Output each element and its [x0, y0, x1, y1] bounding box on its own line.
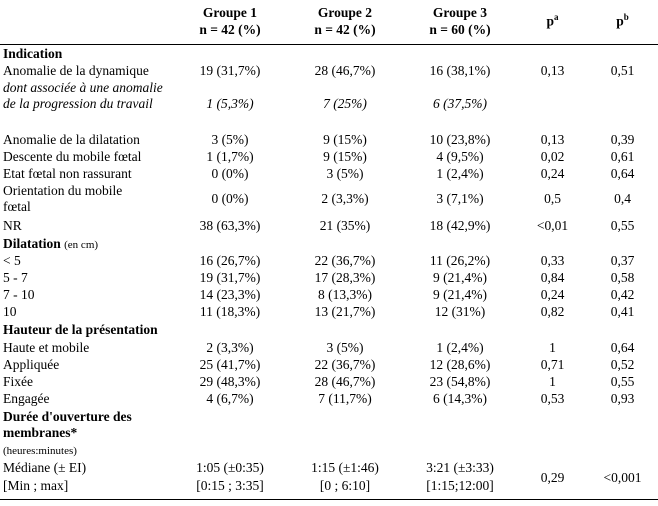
cell-pa: 0,29 [540, 470, 565, 485]
row-label: Appliquée [3, 357, 60, 372]
cell-pb: 0,37 [610, 253, 635, 268]
cell-group-1: 4 (6,7%) [206, 391, 254, 406]
cell-group-3: 18 (42,9%) [429, 218, 491, 233]
cell-pb: 0,52 [610, 357, 635, 372]
row-label: 5 - 7 [3, 270, 28, 285]
header-group-2 [290, 4, 400, 38]
row-label: 10 [3, 304, 17, 319]
row-label: Anomalie de la dynamique [3, 63, 149, 78]
section-title-text: Dilatation [3, 236, 61, 251]
cell-pa: 0,13 [540, 132, 565, 147]
cell-group-1: 25 (41,7%) [199, 357, 261, 372]
cell-group-3: 9 (21,4%) [433, 287, 487, 302]
cell-group-2: 21 (35%) [319, 218, 371, 233]
cell-group-2: 2 (3,3%) [321, 191, 369, 206]
cell-group-1: 0 (0%) [211, 166, 249, 181]
cell-group-2: 3 (5%) [326, 166, 364, 181]
cell-pa: 0,24 [540, 287, 565, 302]
cell-pb: 0,39 [610, 132, 635, 147]
cell-group-2: 7 (11,7%) [318, 391, 372, 406]
header-group-1-n: n = 42 (%) [199, 22, 261, 37]
cell-pb: 0,4 [614, 191, 631, 206]
cell-group-3: 10 (23,8%) [429, 132, 491, 147]
cell-group-1: 11 (18,3%) [199, 304, 261, 319]
row-label: Médiane (± EI) [3, 460, 87, 475]
section-title: Indication [3, 46, 63, 61]
cell-group-3: [1:15;12:00] [426, 478, 494, 493]
cell-group-3: 12 (28,6%) [429, 357, 491, 372]
header-group-3 [405, 4, 515, 38]
cell-pb: 0,64 [610, 166, 635, 181]
row-label: Orientation du mobile fœtal [3, 183, 123, 215]
cell-group-3: 3:21 (±3:33) [426, 460, 494, 475]
cell-pb: 0,61 [610, 149, 635, 164]
cell-group-1: 29 (48,3%) [199, 374, 261, 389]
table-header [0, 0, 658, 45]
section-title: Durée d'ouverture des membranes* [3, 409, 132, 441]
header-group-3-n: n = 60 (%) [429, 22, 491, 37]
row-label: Anomalie de la dilatation [3, 132, 140, 147]
header-group-1-title: Groupe 1 [202, 5, 258, 20]
row-label: Etat fœtal non rassurant [3, 166, 132, 181]
cell-group-2: 7 (25%) [323, 96, 367, 111]
cell-pb: 0,41 [610, 304, 635, 319]
row-label: NR [3, 218, 22, 233]
header-group-2-n: n = 42 (%) [314, 22, 376, 37]
cell-group-2: 13 (21,7%) [314, 304, 376, 319]
cell-group-3: 23 (54,8%) [429, 374, 491, 389]
cell-group-1: 16 (26,7%) [199, 253, 261, 268]
cell-pa: <0,01 [536, 218, 569, 233]
cell-pa: 0,33 [540, 253, 565, 268]
cell-group-1: 19 (31,7%) [199, 270, 261, 285]
cell-pb: 0,55 [610, 218, 635, 233]
row-label: dont associée à une anomalie de la progression du travail [3, 80, 163, 112]
cell-pa: 0,53 [540, 391, 565, 406]
cell-group-3: 12 (31%) [434, 304, 486, 319]
section-unit: (heures:minutes) [3, 445, 77, 457]
row-label: Fixée [3, 374, 33, 389]
row-label: < 5 [3, 253, 21, 268]
cell-pa: 0,13 [540, 63, 565, 78]
cell-group-2: 22 (36,7%) [314, 357, 376, 372]
cell-group-2: 22 (36,7%) [314, 253, 376, 268]
cell-group-3: 1 (2,4%) [436, 340, 484, 355]
cell-group-2: [0 ; 6:10] [319, 478, 371, 493]
cell-group-3: 11 (26,2%) [429, 253, 491, 268]
cell-group-1: 19 (31,7%) [199, 63, 261, 78]
row-label: Engagée [3, 391, 50, 406]
cell-pa: 0,82 [540, 304, 565, 319]
cell-group-1: 1 (5,3%) [206, 96, 254, 111]
cell-pb: 0,42 [610, 287, 635, 302]
cell-pb: <0,001 [603, 470, 642, 485]
cell-group-2: 9 (15%) [323, 132, 367, 147]
section-unit: (en cm) [64, 239, 99, 251]
cell-pb: 0,58 [610, 270, 635, 285]
cell-group-3: 9 (21,4%) [433, 270, 487, 285]
header-pb-sup: b [623, 12, 629, 22]
cell-pb: 0,93 [610, 391, 635, 406]
cell-group-2: 8 (13,3%) [318, 287, 372, 302]
header-group-3-title: Groupe 3 [432, 5, 488, 20]
cell-group-2: 28 (46,7%) [314, 374, 376, 389]
cell-pa: 0,71 [540, 357, 565, 372]
header-pa [520, 12, 585, 30]
cell-group-1: 38 (63,3%) [199, 218, 261, 233]
cell-group-2: 17 (28,3%) [314, 270, 376, 285]
cell-group-1: 1 (1,7%) [206, 149, 254, 164]
cell-group-3: 6 (14,3%) [433, 391, 487, 406]
cell-pa: 0,24 [540, 166, 565, 181]
cell-group-3: 1 (2,4%) [436, 166, 484, 181]
header-group-2-title: Groupe 2 [317, 5, 373, 20]
header-group-1 [175, 4, 285, 38]
cell-group-1: [0:15 ; 3:35] [196, 478, 264, 493]
cell-group-1: 1:05 (±0:35) [196, 460, 264, 475]
cell-pa: 1 [549, 340, 556, 355]
cell-group-3: 4 (9,5%) [436, 149, 484, 164]
cell-group-1: 2 (3,3%) [206, 340, 254, 355]
cell-group-1: 3 (5%) [211, 132, 249, 147]
section-title: Hauteur de la présentation [3, 322, 158, 337]
cell-group-2: 3 (5%) [326, 340, 364, 355]
row-label: 7 - 10 [3, 287, 35, 302]
row-label: Descente du mobile fœtal [3, 149, 142, 164]
header-pb [590, 12, 655, 30]
row-label: Haute et mobile [3, 340, 90, 355]
row-label: [Min ; max] [3, 478, 69, 493]
cell-pa: 0,84 [540, 270, 565, 285]
cell-group-2: 9 (15%) [323, 149, 367, 164]
header-pb-letter: p [616, 13, 624, 29]
cell-group-3: 3 (7,1%) [436, 191, 484, 206]
cell-group-1: 14 (23,3%) [199, 287, 261, 302]
cell-group-3: 6 (37,5%) [433, 96, 487, 111]
cell-pb: 0,55 [610, 374, 635, 389]
header-pa-letter: p [546, 13, 554, 29]
cell-pa: 0,5 [544, 191, 561, 206]
cell-group-1: 0 (0%) [211, 191, 249, 206]
cell-pb: 0,64 [610, 340, 635, 355]
cell-pa: 1 [549, 374, 556, 389]
cell-group-2: 28 (46,7%) [314, 63, 376, 78]
header-pa-sup: a [554, 12, 559, 22]
cell-pa: 0,02 [540, 149, 565, 164]
section-title [3, 236, 253, 253]
cell-group-2: 1:15 (±1:46) [311, 460, 379, 475]
cell-pb: 0,51 [610, 63, 635, 78]
cell-group-3: 16 (38,1%) [429, 63, 491, 78]
